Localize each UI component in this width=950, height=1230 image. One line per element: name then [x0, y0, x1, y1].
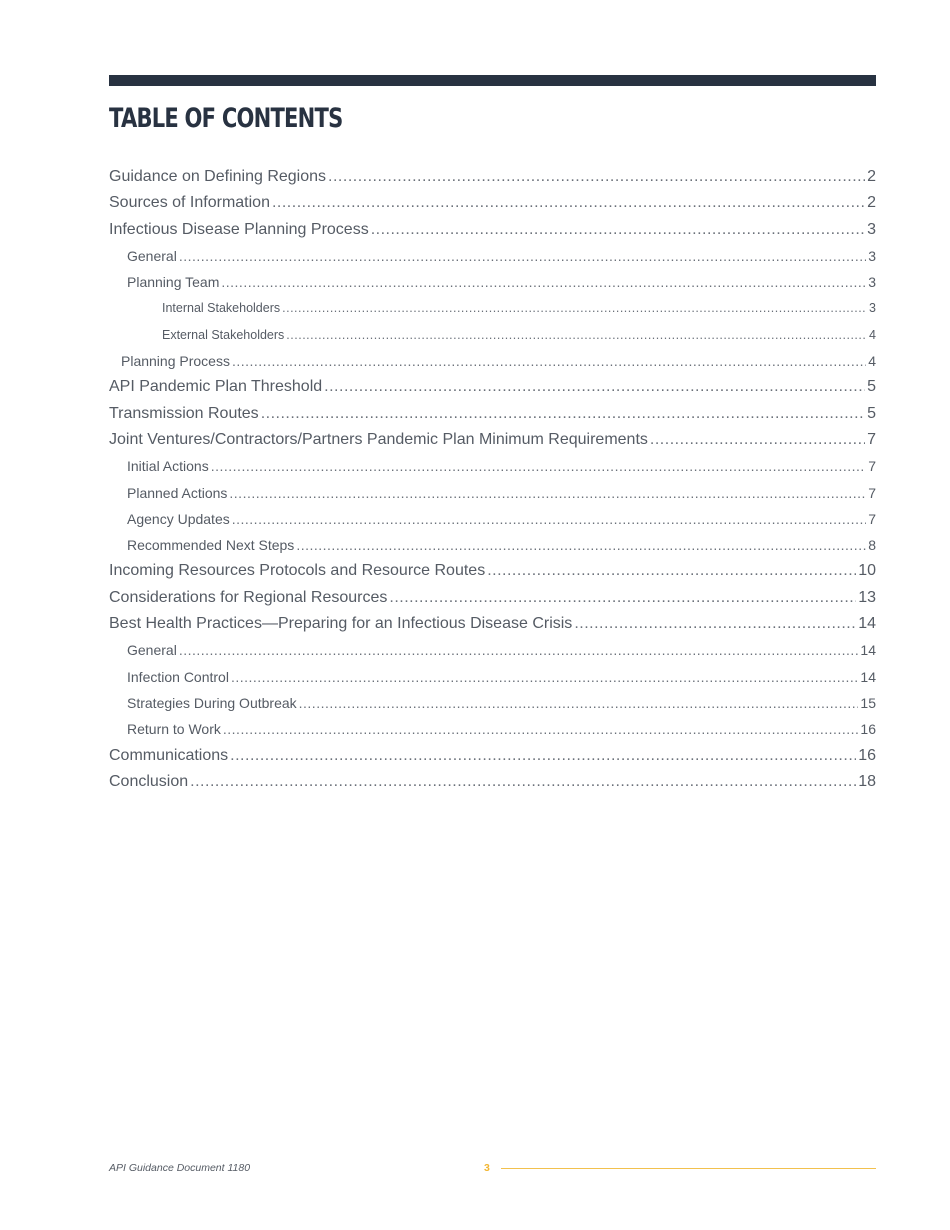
toc-subentry[interactable] [109, 664, 876, 690]
header-accent-bar [109, 75, 876, 86]
toc-entry-title: Sources of Information [109, 194, 270, 212]
toc-entry-title: Transmission Routes [109, 404, 259, 422]
toc-entry-page: 14 [858, 615, 876, 633]
toc-entry-title: Planning Team [127, 274, 220, 291]
toc-entry[interactable] [109, 585, 876, 611]
toc-entry-title: Guidance on Defining Regions [109, 168, 327, 185]
toc-entry-page: 7 [868, 484, 876, 501]
toc-entry-page: 13 [858, 588, 876, 606]
toc-subsubentry[interactable] [109, 322, 876, 348]
dot-leader [232, 506, 866, 532]
toc-entry-page: 10 [858, 562, 876, 580]
toc-entry[interactable] [109, 743, 876, 769]
toc-entry-page: 2 [867, 194, 876, 212]
dot-leader [324, 374, 865, 400]
dot-leader [230, 743, 856, 769]
toc-entry-page: 7 [867, 430, 876, 448]
toc-subentry[interactable] [109, 480, 876, 506]
toc-entry-page: 3 [868, 274, 876, 291]
toc-entry-title: Return to Work [127, 721, 221, 738]
toc-entry[interactable] [109, 374, 876, 400]
toc-subentry[interactable] [109, 348, 876, 374]
dot-leader [299, 690, 859, 716]
footer-document-name: API Guidance Document 1180 [109, 1162, 251, 1174]
dot-leader [190, 769, 856, 795]
toc-entry-title: Incoming Resources Protocols and Resource Routes [109, 562, 486, 580]
dot-leader [296, 532, 866, 558]
dot-leader [261, 401, 865, 427]
toc-entry[interactable] [109, 769, 876, 795]
dot-leader [286, 322, 867, 348]
toc-entry-title: Considerations for Regional Resources [109, 588, 388, 606]
dot-leader [229, 480, 866, 506]
toc-subentry[interactable] [109, 690, 876, 716]
toc-entry-page: 4 [869, 327, 876, 342]
toc-entry-title: Initial Actions [127, 458, 209, 475]
toc-subentry[interactable] [109, 243, 876, 269]
dot-leader [282, 295, 867, 321]
toc-entry-title: Infection Control [127, 668, 229, 685]
dot-leader [328, 164, 865, 190]
footer-divider [501, 1168, 876, 1169]
toc-entry-page: 5 [867, 404, 876, 422]
toc-entry-title: Conclusion [109, 772, 189, 790]
toc-subentry[interactable] [109, 453, 876, 479]
dot-leader [231, 664, 858, 690]
toc-entry-page: 5 [867, 378, 876, 396]
toc-entry-page: 4 [868, 353, 876, 370]
dot-leader [232, 348, 866, 374]
toc-subentry[interactable] [109, 269, 876, 295]
toc-entry[interactable] [109, 190, 876, 216]
toc-entry-page: 3 [867, 220, 876, 238]
toc-entry-page: 3 [868, 247, 876, 264]
toc-entry-title: Strategies During Outbreak [127, 694, 297, 711]
footer-page-number: 3 [484, 1162, 490, 1174]
dot-leader [272, 190, 865, 216]
toc-subsubentry[interactable] [109, 295, 876, 321]
dot-leader [221, 269, 866, 295]
toc-entry-title: Agency Updates [127, 510, 230, 527]
toc-entry-title: Planning Process [121, 353, 230, 370]
page-title: TABLE OF CONTENTS [109, 103, 343, 134]
table-of-contents [109, 164, 876, 795]
toc-entry-title: Best Health Practices—Preparing for an Infectious Disease Crisis [109, 615, 573, 633]
toc-entry-page: 15 [860, 694, 876, 711]
toc-entry-title: Recommended Next Steps [127, 537, 295, 554]
toc-entry[interactable] [109, 164, 876, 190]
toc-entry-page: 18 [858, 772, 876, 790]
toc-entry[interactable] [109, 427, 876, 453]
toc-subentry[interactable] [109, 506, 876, 532]
dot-leader [179, 637, 859, 663]
toc-subentry[interactable] [109, 637, 876, 663]
toc-entry-title: Planned Actions [127, 484, 228, 501]
toc-entry-title: External Stakeholders [162, 327, 285, 342]
toc-entry[interactable] [109, 401, 876, 427]
dot-leader [223, 716, 859, 742]
toc-entry-title: Communications [109, 746, 229, 764]
toc-entry-page: 16 [858, 746, 876, 764]
dot-leader [371, 217, 865, 243]
toc-entry-title: General [127, 247, 177, 264]
dot-leader [211, 453, 866, 479]
toc-entry-page: 2 [867, 168, 876, 185]
toc-entry-page: 7 [868, 510, 876, 527]
dot-leader [487, 558, 856, 584]
toc-entry-title: Internal Stakeholders [162, 301, 281, 316]
toc-entry-page: 3 [869, 301, 876, 316]
dot-leader [650, 427, 865, 453]
toc-entry-page: 8 [868, 537, 876, 554]
toc-entry-page: 14 [860, 642, 876, 659]
toc-subentry[interactable] [109, 532, 876, 558]
toc-entry-page: 7 [868, 458, 876, 475]
dot-leader [574, 611, 856, 637]
toc-subentry[interactable] [109, 716, 876, 742]
toc-entry[interactable] [109, 558, 876, 584]
toc-entry-title: API Pandemic Plan Threshold [109, 378, 323, 396]
dot-leader [389, 585, 856, 611]
toc-entry[interactable] [109, 611, 876, 637]
toc-entry[interactable] [109, 217, 876, 243]
toc-entry-page: 14 [860, 668, 876, 685]
toc-entry-title: General [127, 642, 177, 659]
toc-entry-title: Infectious Disease Planning Process [109, 220, 369, 238]
dot-leader [179, 243, 866, 269]
toc-entry-page: 16 [860, 721, 876, 738]
toc-entry-title: Joint Ventures/Contractors/Partners Pandemic Plan Minimum Requirements [109, 430, 648, 448]
